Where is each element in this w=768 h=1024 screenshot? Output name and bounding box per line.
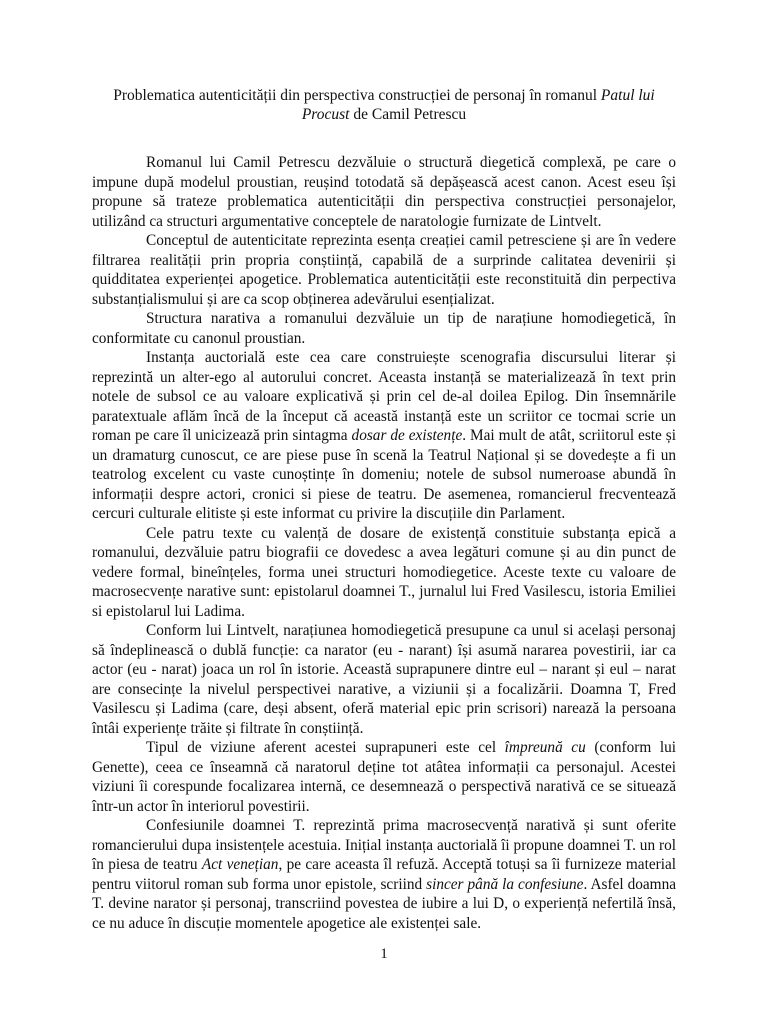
paragraph-4 xyxy=(92,348,676,524)
paragraph-4-emphasis: dosar de existențe xyxy=(351,427,463,444)
paragraph-7 xyxy=(92,738,676,816)
paragraph-8 xyxy=(92,816,676,933)
paragraph-1: Romanul lui Camil Petrescu dezvăluie o structură diegetică complexă, pe care o impune după modelul proustian, reușind totodată să depășească acest canon. Acest eseu își propune să trateze problematica autenticității din perspectiva construcției personajelor, utilizând ca structuri argumentative conceptele de naratologie furnizate de Lintvelt. xyxy=(92,154,676,230)
page-number: 1 xyxy=(380,946,388,962)
paragraph-4-text: Instanța auctorială este cea care construiește scenografia discursului literar și reprezintă un alter-ego al autorului concret. Aceasta instanță se materializează în text prin notele de subsol ce au valoare explicativă și prin cel de-al doilea Epilog. Din însemnările paratextuale aflăm încă de la început că această instanță este un scriitor ce tocmai scrie un roman pe care îl unicizează prin sintagma xyxy=(92,349,676,444)
title-tail: de Camil Petrescu xyxy=(349,106,467,123)
paragraph-8-text: Confesiunile doamnei T. reprezintă prima macrosecvență narativă și sunt oferite romancierului dupa insistențele acestuia. Inițial instanța auctorială îi propune doamnei T. un rol în piesa de teatru xyxy=(92,817,676,873)
paragraph-5: Cele patru texte cu valență de dosare de existență constituie substanța epică a romanului, dezvăluie patru biografii ce dovedesc a avea legături comune și au din punct de vedere formal, bineînțeles, forma unei structuri homodiegetice. Aceste texte cu valoare de macrosecvențe narative sunt: epistolarul doamnei T., jurnalul lui Fred Vasilescu, istoria Emiliei si epistolarul lui Ladima. xyxy=(92,524,676,620)
title-novel-name: Patul lui Procust xyxy=(301,87,655,123)
title-main: Problematica autenticității din perspectiva construcției de personaj în romanul xyxy=(113,87,601,104)
paragraph-8-emphasis: Act venețian xyxy=(201,856,279,873)
paragraph-7-text-cont: (conform lui Genette), ceea ce înseamnă că naratorul deține tot atâtea informații ca personajul. Acestei viziuni îi corespunde focalizarea internă, ce desemnează o perspectivă narativă ce se situează într-un actor în interiorul povestirii. xyxy=(92,739,676,815)
paragraph-8-text-cont: , pe care aceasta îl refuză. Acceptă totuși sa îi furnizeze material pentru viitorul roman sub forma unor epistole, scriind xyxy=(92,856,676,893)
document-title xyxy=(92,86,676,124)
paragraph-8-emphasis-2: sincer până la confesiune xyxy=(426,875,584,893)
paragraph-4-text-cont: . Mai mult de atât, scriitorul este și un dramaturg cunoscut, ce are piese puse în scenă la Teatrul Național și se dovedește a fi un teatrolog excelent cu vaste cunoștințe în domeniu; notele de subsol numeroase abundă în informații despre actori, cronici si piese de teatru. De asemenea, romancierul frecventează cercuri culturale elitiste și este informat cu privire la discuțiile din Parlament. xyxy=(92,427,676,522)
paragraph-3: Structura narativa a romanului dezvăluie un tip de narațiune homodiegetică, în conformitate cu canonul proustian. xyxy=(92,310,676,347)
paragraph-7-text: Tipul de viziune aferent acestei suprapuneri este cel xyxy=(146,739,505,756)
paragraph-7-emphasis: împreună cu xyxy=(504,739,586,756)
document-body xyxy=(92,153,676,933)
paragraph-8-text-end: . Asfel doamna T. devine narator și personaj, transcriind povestea de iubire a lui D, o experiență nefertilă însă, ce nu aduce în discuție momentele apogetice ale existenței sale. xyxy=(92,875,677,932)
paragraph-2: Conceptul de autenticitate reprezinta esența creației camil petresciene și are în vedere filtrarea realității prin propria conștiință, capabilă de a surprinde calitatea devenirii și quidditatea experienței apogetice. Problematica autenticității este reconstituită din perpectiva substanțialismului și are ca scop obținerea adevărului esențializat. xyxy=(92,232,676,308)
paragraph-6: Conform lui Lintvelt, narațiunea homodiegetică presupune ca unul si același personaj să îndeplinească o dublă funcție: ca narator (eu - narant) își asumă nararea povestirii, iar ca actor (eu - narat) joaca un rol în istorie. Această suprapunere dintre eul – narant și eul – narat are consecințe la nivelul perspectivei narative, a viziunii și a focalizării. Doamna T, Fred Vasilescu și Ladima (care, deși absent, oferă material epic prin scrisori) narează la persoana întâi experiențe trăite și filtrate în conștiință. xyxy=(92,622,676,737)
